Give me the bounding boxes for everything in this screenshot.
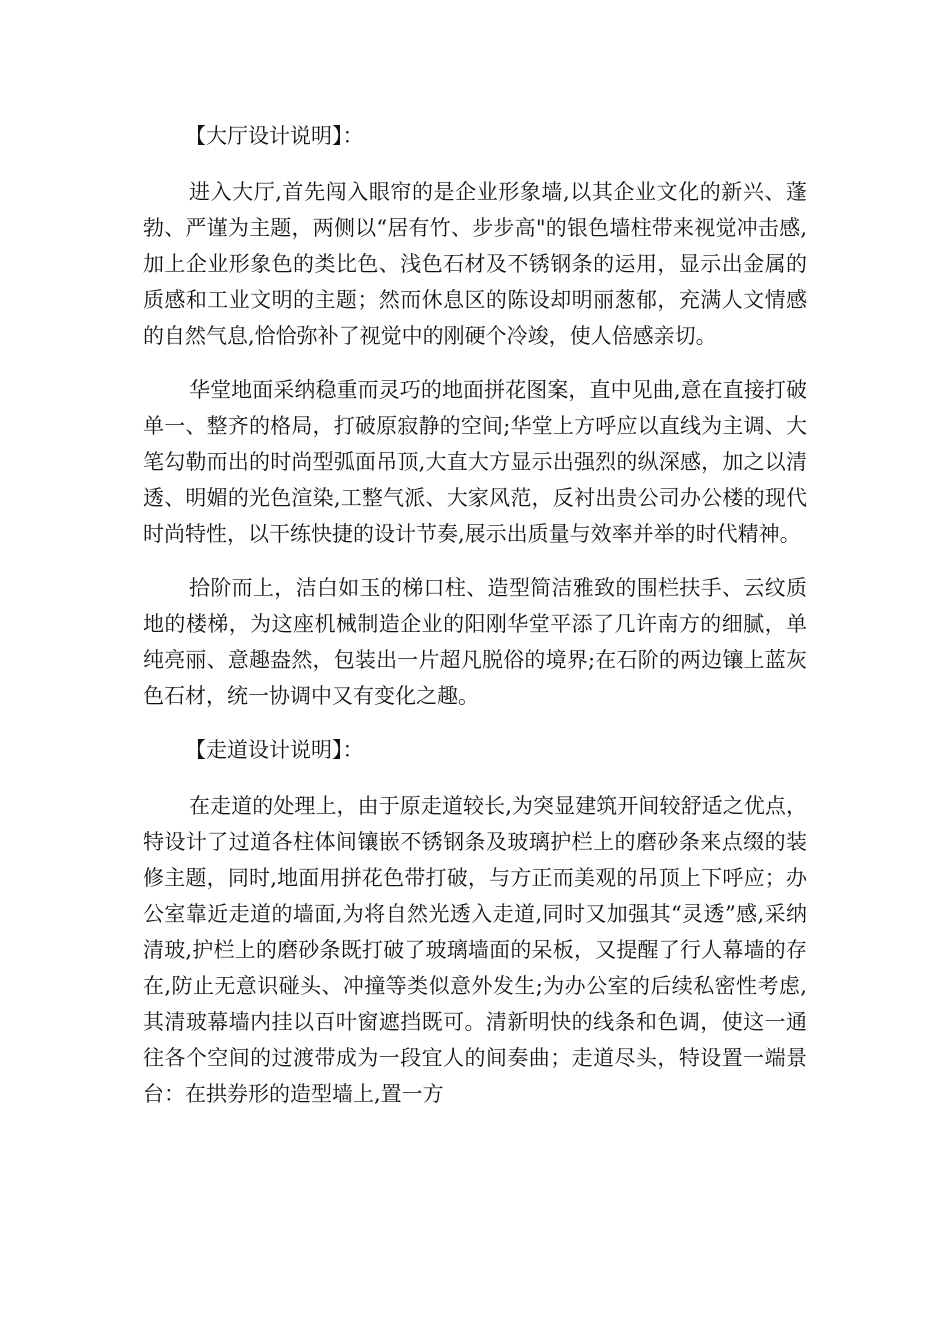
section-title-lobby: 【大厅设计说明】：: [185, 124, 364, 148]
section-title-corridor: 【走道设计说明】：: [185, 738, 364, 762]
spacer: [143, 714, 807, 732]
spacer: [143, 552, 807, 570]
lobby-paragraph-3: 拾阶而上，洁白如玉的梯口柱、造型简洁雅致的围栏扶手、云纹质地的楼梯，为这座机械制造企业的阳刚华堂平添了几许南方的细腻，单纯亮丽、意趣盎然，包装出一片超凡脱俗的境界;在石阶的两边镶上蓝灰色石材，统一协调中又有变化之趣。: [143, 576, 807, 708]
lobby-paragraph-2: 华堂地面采纳稳重而灵巧的地面拼花图案，直中见曲,意在直接打破单一、整齐的格局，打破原寂静的空间;华堂上方呼应以直线为主调、大笔勾勒而出的时尚型弧面吊顶,大直大方显示出强烈的纵深感，加之以清透、明媚的光色渲染,工整气派、大家风范，反衬出贵公司办公楼的现代时尚特性，以干练快捷的设计节奏,展示出质量与效率并举的时代精神。: [143, 378, 807, 546]
corridor-paragraph-1: 在走道的处理上，由于原走道较长,为突显建筑开间较舒适之优点，特设计了过道各柱体间镶嵌不锈钢条及玻璃护栏上的磨砂条来点缀的装修主题，同时,地面用拼花色带打破，与方正而美观的吊顶上下呼应；办公室靠近走道的墙面,为将自然光透入走道,同时又加强其“灵透”感,采纳清玻,护栏上的磨砂条既打破了玻璃墙面的呆板，又提醒了行人幕墙的存在,防止无意识碰头、冲撞等类似意外发生;为办公室的后续私密性考虑,其清玻幕墙内挂以百叶窗遮挡既可。清新明快的线条和色调，使这一通往各个空间的过渡带成为一段宜人的间奏曲；走道尽头，特设置一端景台：在拱券形的造型墙上,置一方: [143, 794, 807, 1106]
lobby-paragraph-1: 进入大厅,首先闯入眼帘的是企业形象墙,以其企业文化的新兴、蓬勃、严谨为主题，两侧以“居有竹、步步高"的银色墙柱带来视觉冲击感,加上企业形象色的类比色、浅色石材及不锈钢条的运用，显示出金属的质感和工业文明的主题；然而休息区的陈设却明丽葱郁，充满人文情感的自然气息,恰恰弥补了视觉中的刚硬个冷竣，使人倍感亲切。: [143, 180, 807, 348]
spacer: [143, 354, 807, 372]
document-body: [143, 118, 807, 1112]
spacer: [143, 768, 807, 788]
spacer: [143, 154, 807, 174]
